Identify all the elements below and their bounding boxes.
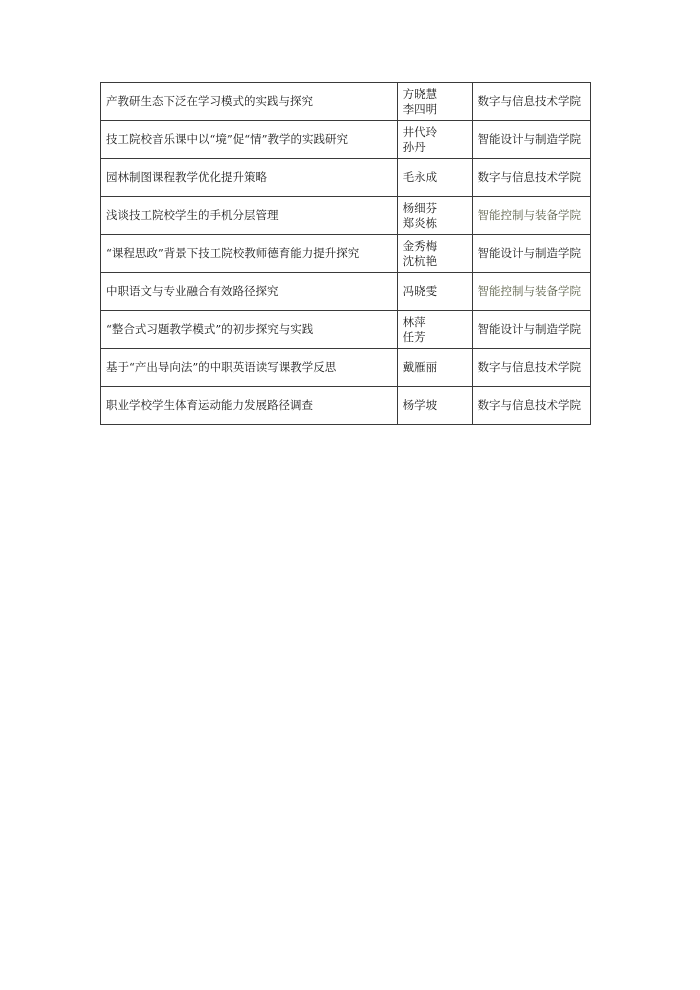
title-cell: 技工院校音乐课中以“境”促“情”教学的实践研究 [101,121,398,159]
author-name: 沈杭艳 [402,253,438,268]
author-name: 李四明 [402,101,438,116]
title-cell: 基于“产出导向法”的中职英语读写课教学反思 [101,349,398,387]
table-row [101,311,591,349]
title-cell: “课程思政”背景下技工院校教师德育能力提升探究 [101,235,398,273]
author-name: 任芳 [402,329,426,344]
author-cell [397,273,472,311]
author-name: 戴雁丽 [402,360,438,374]
author-name: 毛永成 [402,170,438,184]
research-table [100,82,591,425]
table-row [101,83,591,121]
table-row [101,197,591,235]
title-cell: “整合式习题教学模式”的初步探究与实践 [101,311,398,349]
college-cell: 数字与信息技术学院 [472,349,590,387]
table-row [101,349,591,387]
college-cell: 数字与信息技术学院 [472,159,590,197]
table-row [101,273,591,311]
college-cell: 数字与信息技术学院 [472,387,590,425]
author-cell [397,159,472,197]
college-cell: 智能设计与制造学院 [472,311,590,349]
title-cell: 产教研生态下泛在学习模式的实践与探究 [101,83,398,121]
author-cell [397,83,472,121]
college-cell: 智能设计与制造学院 [472,121,590,159]
author-name: 杨细芬 [402,200,438,215]
author-cell [397,311,472,349]
author-name: 金秀梅 [402,238,438,253]
college-cell: 智能控制与装备学院 [472,273,590,311]
author-name: 井代玲 [402,124,438,139]
college-cell: 智能控制与装备学院 [472,197,590,235]
author-name: 冯晓雯 [402,284,438,298]
title-cell: 职业学校学生体育运动能力发展路径调查 [101,387,398,425]
college-cell: 智能设计与制造学院 [472,235,590,273]
title-cell: 园林制图课程教学优化提升策略 [101,159,398,197]
table-body [101,83,591,425]
table-row [101,387,591,425]
table-row [101,121,591,159]
title-cell: 中职语文与专业融合有效路径探究 [101,273,398,311]
author-name: 杨学坡 [402,398,438,412]
author-cell [397,121,472,159]
author-cell [397,349,472,387]
author-cell [397,197,472,235]
author-name: 方晓慧 [402,86,438,101]
author-name: 孙丹 [402,139,426,154]
author-cell [397,235,472,273]
table-row [101,159,591,197]
author-cell [397,387,472,425]
author-name: 郑炎栋 [402,215,438,230]
author-name: 林萍 [402,314,426,329]
table-row [101,235,591,273]
title-cell: 浅谈技工院校学生的手机分层管理 [101,197,398,235]
college-cell: 数字与信息技术学院 [472,83,590,121]
